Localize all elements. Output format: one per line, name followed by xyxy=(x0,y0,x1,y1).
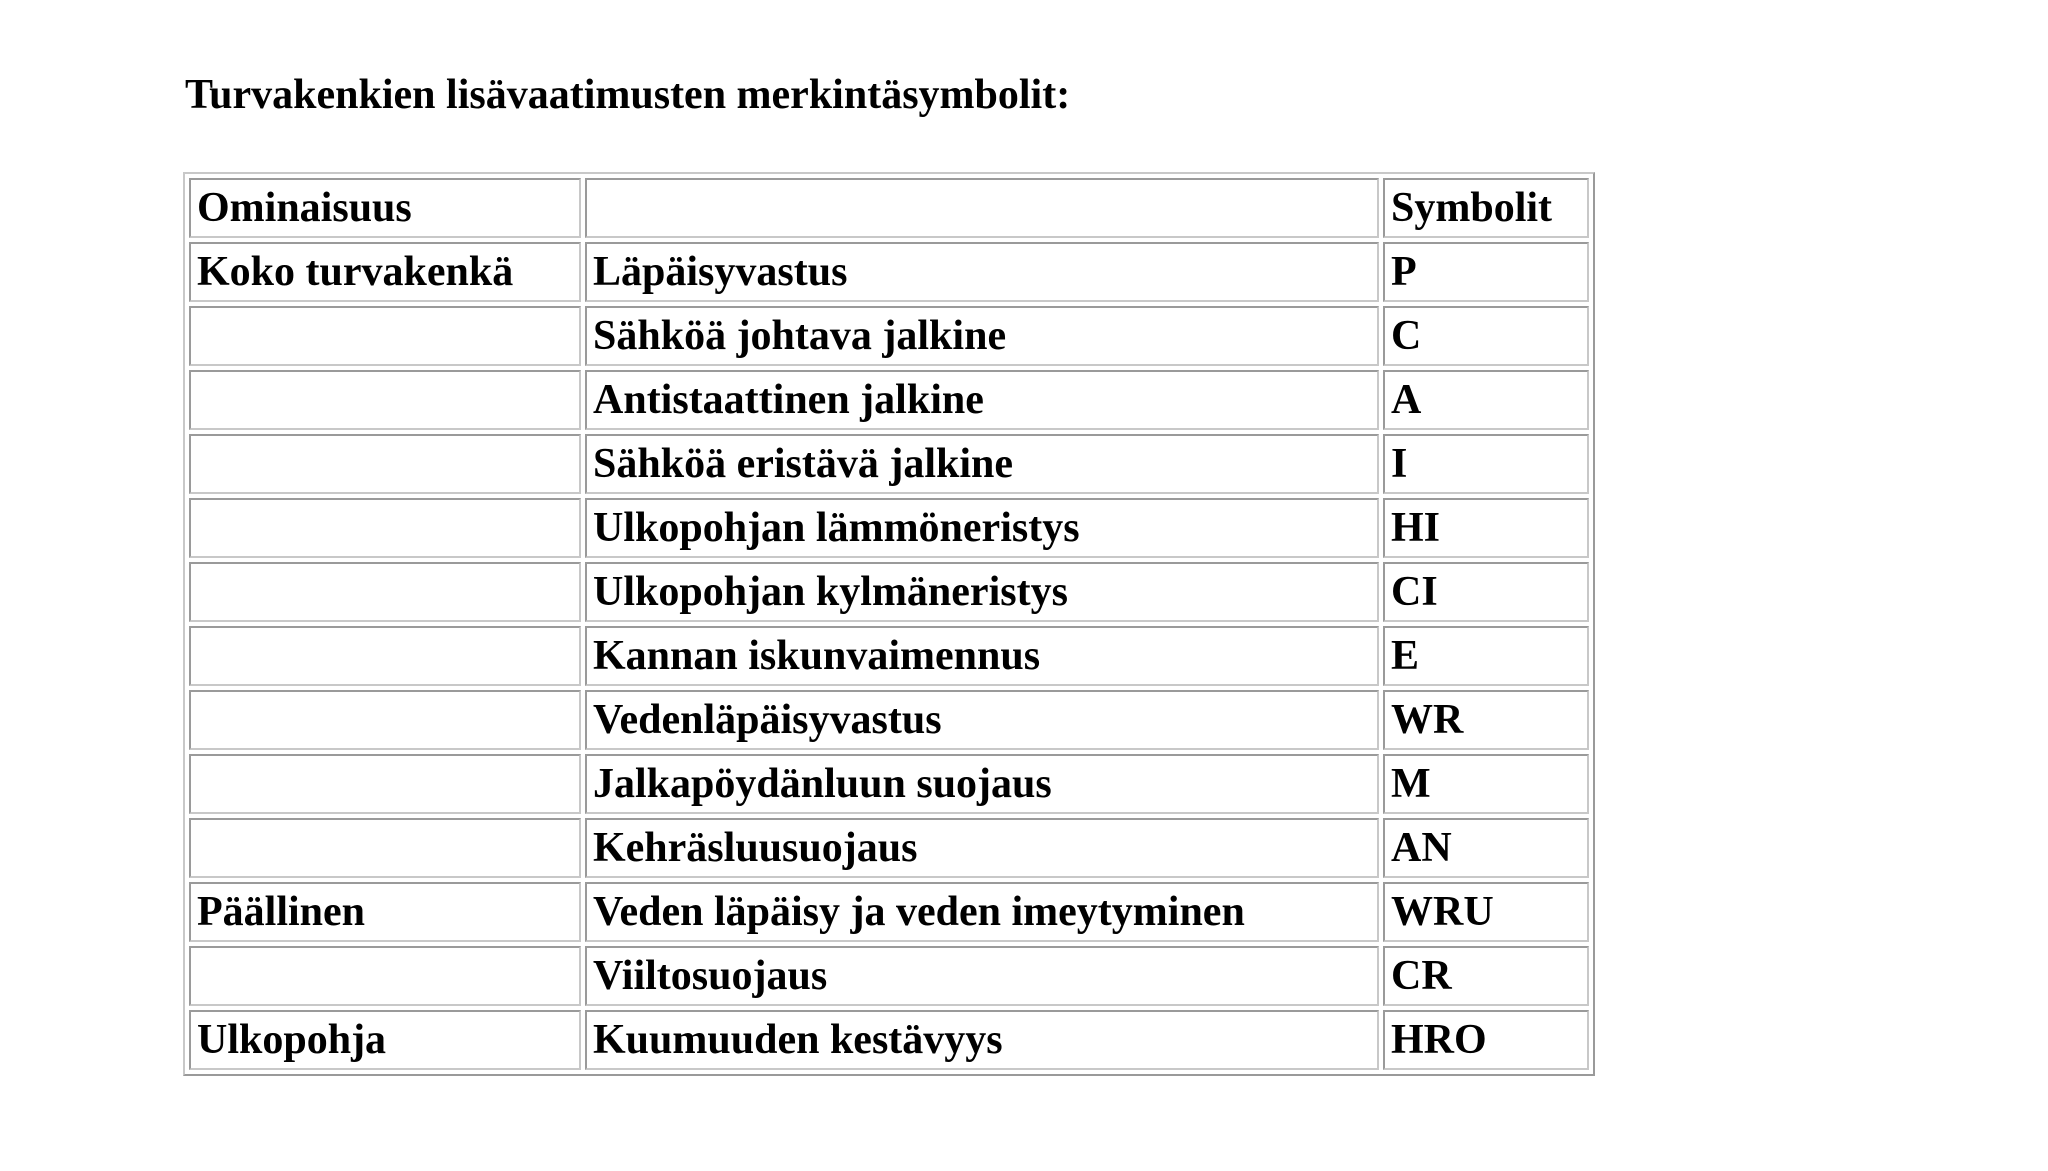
table-row xyxy=(189,626,1589,686)
cell-description: Jalkapöydänluun suojaus xyxy=(585,754,1379,814)
header-cell-symbol: Symbolit xyxy=(1383,178,1589,238)
cell-symbol: A xyxy=(1383,370,1589,430)
table-row xyxy=(189,306,1589,366)
cell-symbol: CR xyxy=(1383,946,1589,1006)
cell-description: Vedenläpäisyvastus xyxy=(585,690,1379,750)
cell-property xyxy=(189,498,581,558)
table-row xyxy=(189,498,1589,558)
cell-symbol: AN xyxy=(1383,818,1589,878)
table-row xyxy=(189,946,1589,1006)
cell-symbol: WR xyxy=(1383,690,1589,750)
cell-description: Ulkopohjan kylmäneristys xyxy=(585,562,1379,622)
table-row xyxy=(189,754,1589,814)
cell-property xyxy=(189,626,581,686)
cell-description: Ulkopohjan lämmöneristys xyxy=(585,498,1379,558)
header-cell-description xyxy=(585,178,1379,238)
cell-property xyxy=(189,690,581,750)
cell-symbol: CI xyxy=(1383,562,1589,622)
cell-property xyxy=(189,370,581,430)
table-header-row xyxy=(189,178,1589,238)
cell-property: Päällinen xyxy=(189,882,581,942)
header-cell-property: Ominaisuus xyxy=(189,178,581,238)
cell-property xyxy=(189,306,581,366)
cell-symbol: M xyxy=(1383,754,1589,814)
cell-symbol: I xyxy=(1383,434,1589,494)
cell-property xyxy=(189,818,581,878)
table-row xyxy=(189,882,1589,942)
cell-description: Antistaattinen jalkine xyxy=(585,370,1379,430)
cell-symbol: E xyxy=(1383,626,1589,686)
symbols-table-body xyxy=(189,178,1589,1070)
cell-description: Sähköä eristävä jalkine xyxy=(585,434,1379,494)
cell-symbol: HI xyxy=(1383,498,1589,558)
table-row xyxy=(189,562,1589,622)
cell-description: Viiltosuojaus xyxy=(585,946,1379,1006)
symbols-table xyxy=(183,172,1595,1076)
cell-description: Läpäisyvastus xyxy=(585,242,1379,302)
cell-description: Veden läpäisy ja veden imeytyminen xyxy=(585,882,1379,942)
cell-symbol: HRO xyxy=(1383,1010,1589,1070)
cell-symbol: P xyxy=(1383,242,1589,302)
cell-symbol: C xyxy=(1383,306,1589,366)
cell-description: Sähköä johtava jalkine xyxy=(585,306,1379,366)
cell-symbol: WRU xyxy=(1383,882,1589,942)
table-row xyxy=(189,1010,1589,1070)
table-row xyxy=(189,690,1589,750)
cell-property xyxy=(189,754,581,814)
cell-property xyxy=(189,434,581,494)
table-row xyxy=(189,370,1589,430)
cell-description: Kuumuuden kestävyys xyxy=(585,1010,1379,1070)
cell-property xyxy=(189,562,581,622)
page-title: Turvakenkien lisävaatimusten merkintäsymbolit: xyxy=(185,72,1071,118)
table-row xyxy=(189,818,1589,878)
cell-property xyxy=(189,946,581,1006)
table-row xyxy=(189,434,1589,494)
cell-property: Ulkopohja xyxy=(189,1010,581,1070)
table-row xyxy=(189,242,1589,302)
cell-description: Kannan iskunvaimennus xyxy=(585,626,1379,686)
cell-description: Kehräsluusuojaus xyxy=(585,818,1379,878)
cell-property: Koko turvakenkä xyxy=(189,242,581,302)
